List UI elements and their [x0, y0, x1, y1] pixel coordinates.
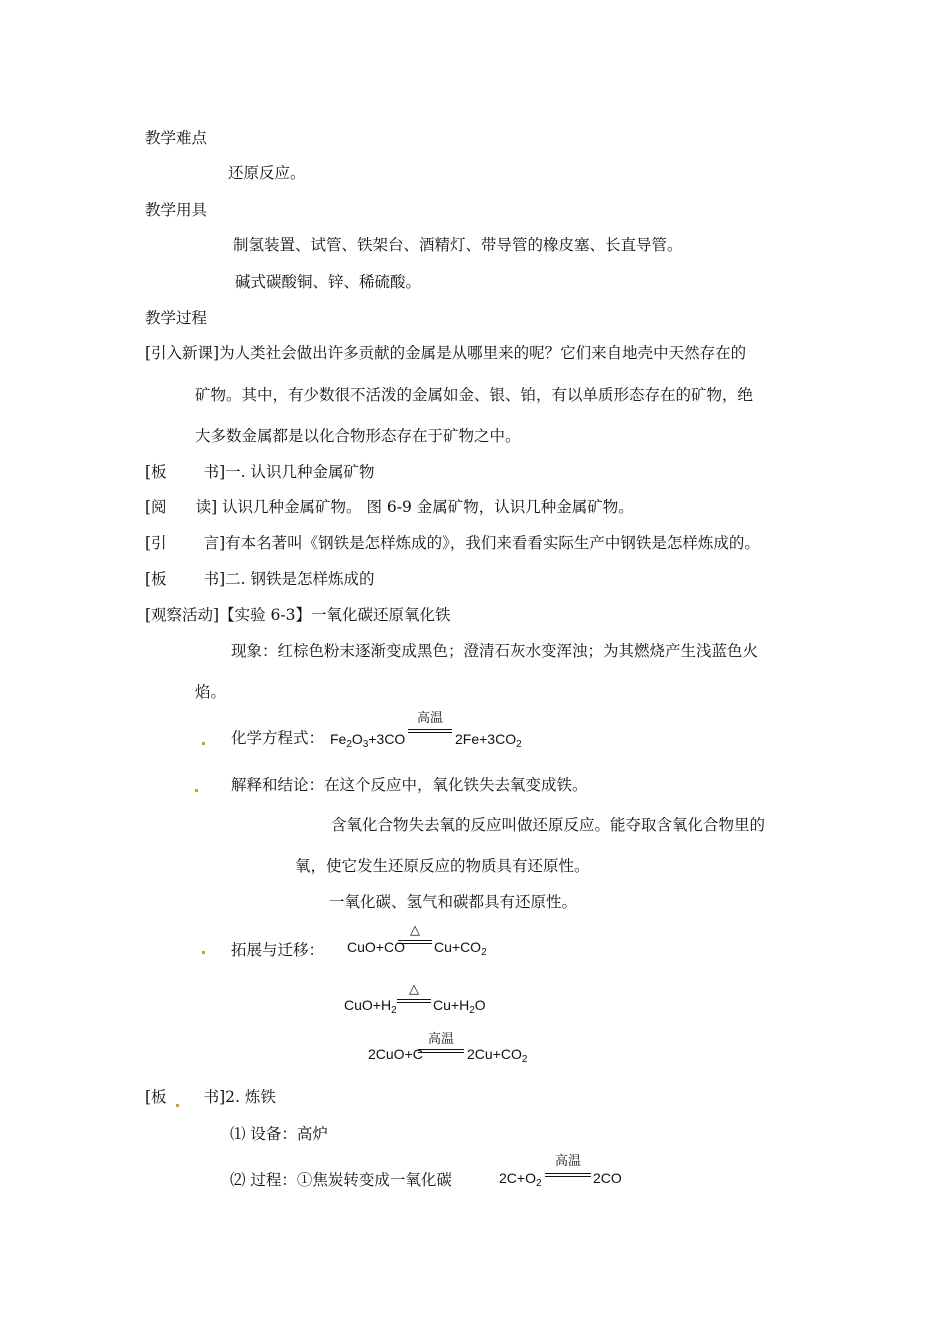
- condition-high-temp: 高温: [427, 1032, 454, 1047]
- phenomenon-line-2: 焰。: [195, 683, 227, 701]
- phenomenon-line-1: 现象：红棕色粉末逐渐变成黑色；澄清石灰水变浑浊；为其燃烧产生浅蓝色火: [231, 642, 759, 660]
- equation-rhs-4: $2Cu+CO_2$: [467, 1046, 528, 1065]
- condition-heat: △: [410, 923, 420, 938]
- equation-label: 化学方程式：: [231, 729, 325, 747]
- board-note-1: [145, 462, 374, 482]
- equation-lhs-3: $CuO+H_2$: [344, 997, 397, 1016]
- intro-line-2: 矿物。其中，有少数很不活泼的金属如金、银、铂，有以单质形态存在的矿物，绝: [195, 386, 754, 404]
- extend-label: 拓展与迁移：: [231, 941, 325, 959]
- explain-line-2: 含氧化合物失去氧的反应叫做还原反应。能夺取含氧化合物里的: [331, 816, 766, 834]
- board-note-text: 书]2. 炼铁: [203, 1088, 276, 1106]
- equals-bar: [408, 729, 452, 733]
- read-note-text: 读] 认识几种金属矿物。 图 6-9 金属矿物，认识几种金属矿物。: [195, 498, 634, 516]
- procedure-line: ⑵ 过程：①焦炭转变成一氧化碳: [230, 1171, 452, 1189]
- section-heading-tools: 教学用具: [145, 201, 208, 219]
- condition-heat: △: [409, 982, 419, 997]
- read-note: [145, 497, 634, 517]
- section-heading-difficulty: 教学难点: [145, 129, 208, 147]
- equation-rhs-5: 2CO: [593, 1170, 622, 1186]
- board-note-text: 书]一. 认识几种金属矿物: [203, 463, 375, 481]
- board-note-3: [145, 1087, 276, 1107]
- equation-lhs-4: 2CuO+C: [368, 1046, 423, 1062]
- condition-high-temp: 高温: [554, 1154, 581, 1169]
- equals-bar: [397, 999, 431, 1003]
- quote-tag-open: [引: [145, 534, 167, 552]
- equals-bar: [398, 940, 432, 944]
- board-tag-open: [板: [145, 570, 167, 588]
- intro-line-3: 大多数金属都是以化合物形态存在于矿物之中。: [195, 427, 521, 445]
- difficulty-content: 还原反应。: [228, 164, 306, 182]
- condition-high-temp: 高温: [416, 711, 443, 726]
- explain-line-1: 解释和结论：在这个反应中，氧化铁失去氧变成铁。: [231, 776, 588, 794]
- equation-lhs-1: $Fe_2O_3+3CO$: [330, 731, 406, 750]
- board-note-2: [145, 569, 374, 589]
- equation-lhs-5: $2C+O_2$: [499, 1170, 542, 1189]
- read-tag-open: [阅: [145, 498, 167, 516]
- tools-line-2: 碱式碳酸铜、锌、稀硫酸。: [235, 273, 422, 291]
- tools-line-1: 制氢装置、试管、铁架台、酒精灯、带导管的橡皮塞、长直导管。: [233, 236, 683, 254]
- explain-line-4: 一氧化碳、氢气和碳都具有还原性。: [329, 893, 578, 911]
- intro-line-1: [引入新课]为人类社会做出许多贡献的金属是从哪里来的呢？它们来自地壳中天然存在的: [145, 344, 747, 362]
- bullet-mark: [202, 742, 205, 745]
- bullet-mark: [195, 789, 198, 792]
- equipment-line: ⑴ 设备：高炉: [230, 1125, 328, 1143]
- explain-line-3: 氧，使它发生还原反应的物质具有还原性。: [295, 857, 590, 875]
- equation-rhs-1: $2Fe+3CO_2$: [455, 731, 522, 750]
- board-tag-open: [板: [145, 463, 167, 481]
- board-tag-open: [板: [145, 1088, 167, 1106]
- section-heading-process: 教学过程: [145, 309, 208, 327]
- quote-note-text: 言]有本名著叫《钢铁是怎样炼成的》，我们来看看实际生产中钢铁是怎样炼成的。: [203, 534, 760, 552]
- equals-bar: [545, 1173, 591, 1177]
- bullet-mark: [176, 1104, 179, 1107]
- equation-rhs-2: $Cu+CO_2$: [434, 939, 487, 958]
- equation-rhs-3: $Cu+H_2O$: [433, 997, 486, 1016]
- observe-activity: [观察活动]【实验 6-3】一氧化碳还原氧化铁: [145, 606, 451, 624]
- quote-note: [145, 533, 760, 553]
- equation-lhs-2: CuO+CO: [347, 939, 405, 955]
- equals-bar: [418, 1049, 464, 1053]
- board-note-text: 书]二. 钢铁是怎样炼成的: [203, 570, 375, 588]
- bullet-mark: [202, 951, 205, 954]
